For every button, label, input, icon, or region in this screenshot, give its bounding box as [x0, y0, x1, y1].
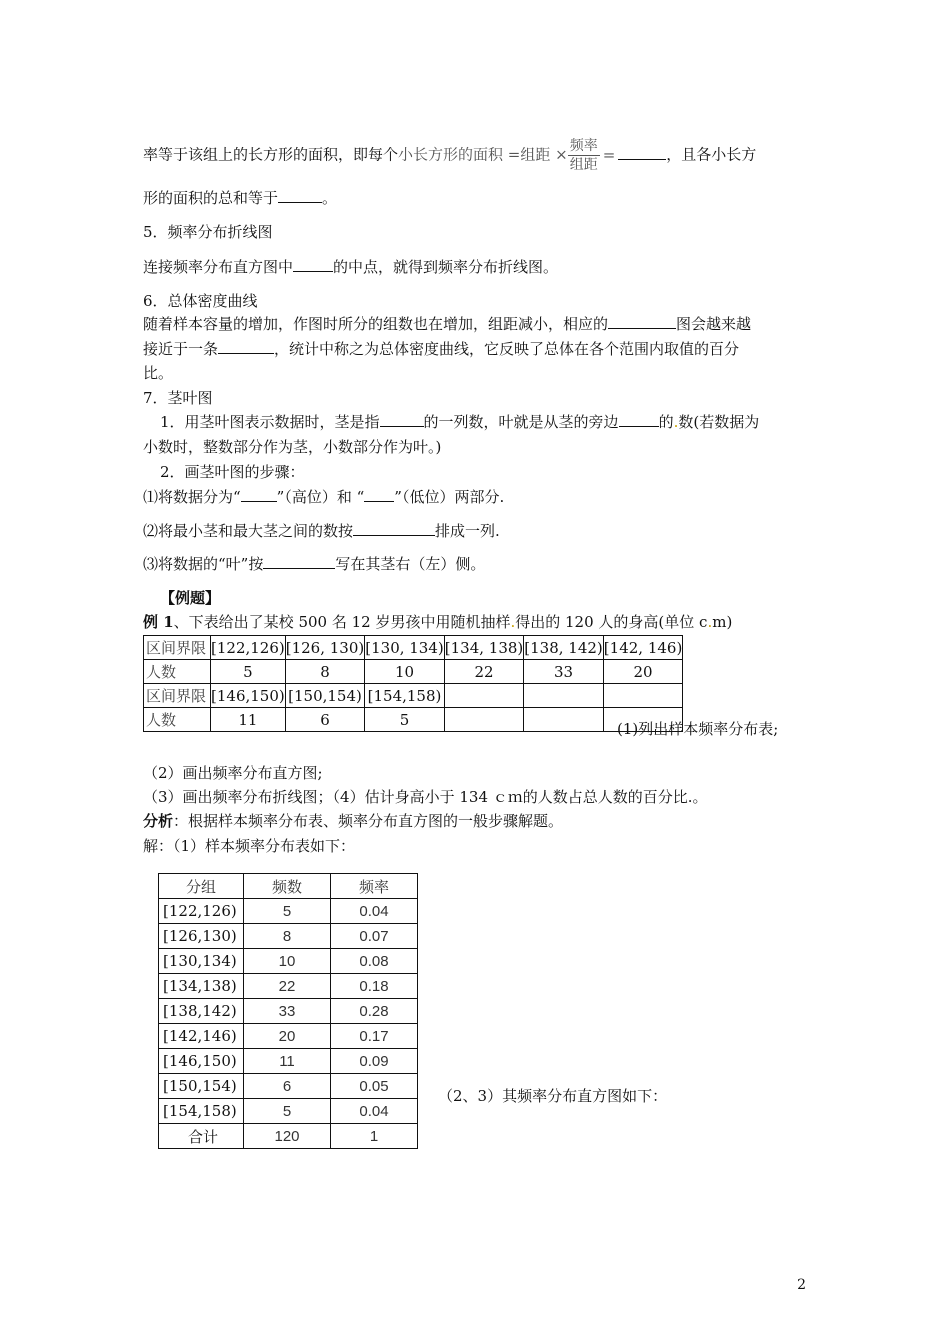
question-3-end: 。 [692, 788, 708, 806]
sec7-title: 7．茎叶图 [143, 389, 213, 407]
sec6-text-c: 接近于一条 [143, 340, 219, 358]
sec6-line3: 比。 [143, 364, 174, 382]
sec6-title: 6．总体密度曲线 [143, 292, 258, 310]
table-cell: [122,126) [211, 636, 286, 660]
table-row [159, 899, 418, 924]
analysis-text: ：根据样本频率分布表、频率分布直方图的一般步骤解题。 [173, 812, 564, 830]
table-row [159, 974, 418, 999]
step1-b: ”（高位）和 “ [276, 488, 365, 506]
fraction-numerator: 频率 [569, 138, 598, 154]
table-cell: 33 [244, 999, 331, 1024]
para4-line1 [143, 137, 756, 174]
blank [380, 412, 424, 427]
table-row [159, 949, 418, 974]
table-cell: [146,150) [211, 684, 286, 708]
table-cell: 1 [331, 1124, 418, 1149]
sec7-step1 [143, 486, 504, 508]
table-cell: 10 [244, 949, 331, 974]
step2-b: 排成一列. [435, 522, 500, 540]
analysis [143, 810, 563, 832]
after-table-text: （2、3）其频率分布直方图如下： [438, 1087, 668, 1105]
example-intro [143, 611, 732, 633]
example-heading: 【例题】 [160, 589, 221, 607]
table-header-cell: 频率 [331, 874, 418, 899]
table-cell: [142, 146) [603, 636, 683, 660]
table-cell [444, 708, 524, 732]
table-row [144, 684, 683, 708]
sec7-p2: 2．画茎叶图的步骤： [160, 463, 305, 481]
sec6-text-a: 随着样本容量的增加，作图时所分的组数也在增加，组距减小，相应的 [143, 315, 609, 333]
table-row [159, 1024, 418, 1049]
table-cell: 6 [244, 1074, 331, 1099]
table-cell: 33 [524, 660, 604, 684]
table-cell: 5 [244, 899, 331, 924]
dot-mark: . [673, 413, 679, 431]
blank [278, 188, 322, 203]
table-cell: 0.08 [331, 949, 418, 974]
sec6-line1 [143, 313, 751, 335]
table-cell: 11 [211, 708, 286, 732]
period: 。 [322, 189, 338, 207]
table-cell: [154,158) [159, 1099, 244, 1124]
table-cell: [154,158) [365, 684, 445, 708]
blank [241, 487, 277, 502]
blank [364, 487, 394, 502]
fraction-denominator: 组距 [569, 157, 598, 173]
table-cell: 20 [244, 1024, 331, 1049]
table-cell: [126, 130) [285, 636, 365, 660]
table-cell: 区间界限 [144, 636, 211, 660]
sec7-p1-cont: 小数时，整数部分作为茎，小数部分作为叶。) [143, 438, 442, 456]
sec7-p1-d: 数(若数据为 [678, 413, 760, 431]
table-cell: 8 [285, 660, 365, 684]
table-header-cell: 分组 [159, 874, 244, 899]
blank [608, 314, 676, 329]
table-row [144, 708, 683, 732]
sec5-text-b: 的中点，就得到频率分布折线图。 [333, 258, 559, 276]
step3-b: 写在其茎右（左）侧。 [335, 555, 486, 573]
sec7-p1-b: 的一列数，叶就是从茎的旁边 [423, 413, 619, 431]
para4-line2-text: 形的面积的总和等于 [143, 189, 279, 207]
equals-sign: = [602, 145, 616, 164]
table-cell: 5 [365, 708, 445, 732]
table-row [144, 660, 683, 684]
example-label: 例 1 [143, 613, 174, 631]
table-cell: 0.04 [331, 1099, 418, 1124]
sec6-text-b: 图会越来越 [676, 315, 752, 333]
table-cell: 8 [244, 924, 331, 949]
table-cell: [134, 138) [444, 636, 524, 660]
step1-c: ”（低位）两部分. [394, 488, 505, 506]
question-3-text: （3）画出频率分布折线图；（4）估计身高小于 134 ｃｍ的人数占总人数的百分比. [143, 788, 693, 806]
table-cell: 人数 [144, 708, 211, 732]
sec5-title: 5．频率分布折线图 [143, 223, 273, 241]
fraction [568, 137, 600, 174]
table-row [159, 1124, 418, 1149]
step1-a: ⑴将数据分为“ [143, 488, 241, 506]
table-cell: 人数 [144, 660, 211, 684]
question-2: （2）画出频率分布直方图; [143, 764, 323, 782]
table-cell: 120 [244, 1124, 331, 1149]
table-cell: 6 [285, 708, 365, 732]
table-cell: 0.18 [331, 974, 418, 999]
table-cell: [130,134) [159, 949, 244, 974]
table-row [159, 1074, 418, 1099]
dot-mark: . [707, 613, 713, 631]
example-intro-b: 得出的 120 人的身高(单位 c [515, 613, 708, 631]
table-row [159, 924, 418, 949]
table-cell: [126,130) [159, 924, 244, 949]
table-cell: 0.17 [331, 1024, 418, 1049]
table-cell: 22 [444, 660, 524, 684]
analysis-label: 分析 [143, 812, 174, 830]
para4-line2 [143, 187, 337, 209]
table-cell: 5 [244, 1099, 331, 1124]
dot-mark: . [510, 613, 516, 631]
formula-text: 小长方形的面积 =组距 × [398, 145, 568, 164]
table-cell: 0.28 [331, 999, 418, 1024]
table-header-row [159, 874, 418, 899]
step3-a: ⑶将数据的“叶”按 [143, 555, 264, 573]
table-cell: 10 [365, 660, 445, 684]
sec7-p1 [160, 411, 759, 433]
table-cell: [138, 142) [524, 636, 604, 660]
table-cell: [142,146) [159, 1024, 244, 1049]
sec6-text-d: ，统计中称之为总体密度曲线，它反映了总体在各个范围内取值的百分 [274, 340, 740, 358]
table-row [159, 1099, 418, 1124]
table-header-cell: 频数 [244, 874, 331, 899]
blank [218, 339, 274, 354]
table-cell: 区间界限 [144, 684, 211, 708]
blank [618, 145, 666, 160]
table-cell [524, 684, 604, 708]
sec7-step3 [143, 553, 485, 575]
table-cell: [138,142) [159, 999, 244, 1024]
sec7-p1-c: 的 [658, 413, 674, 431]
table-cell: 0.05 [331, 1074, 418, 1099]
blank [263, 554, 335, 569]
blank [353, 521, 435, 536]
frequency-table [158, 873, 418, 1149]
table-cell: [146,150) [159, 1049, 244, 1074]
example-intro-a: 、下表给出了某校 500 名 12 岁男孩中用随机抽样 [173, 613, 511, 631]
table-cell: [130, 134) [365, 636, 445, 660]
table-cell: 0.04 [331, 899, 418, 924]
table-cell: 22 [244, 974, 331, 999]
table-cell: 20 [603, 660, 683, 684]
step2-a: ⑵将最小茎和最大茎之间的数按 [143, 522, 354, 540]
table-row [159, 1049, 418, 1074]
table-cell: 0.07 [331, 924, 418, 949]
para4-text-end: ，且各小长方 [666, 145, 757, 164]
sec7-step2 [143, 520, 500, 542]
solution-line: 解：（1）样本频率分布表如下： [143, 837, 356, 855]
question-1: (1)列出样本频率分布表; [617, 720, 779, 738]
sec5-text-a: 连接频率分布直方图中 [143, 258, 294, 276]
table-cell: 0.09 [331, 1049, 418, 1074]
question-3 [143, 786, 708, 808]
blank [619, 412, 659, 427]
table-cell: [150,154) [159, 1074, 244, 1099]
sec7-p1-a: 1．用茎叶图表示数据时，茎是指 [160, 413, 380, 431]
blank [293, 257, 333, 272]
page-number: 2 [797, 1277, 806, 1293]
table-cell: 11 [244, 1049, 331, 1074]
table-cell: [150,154) [285, 684, 365, 708]
table-cell: [122,126) [159, 899, 244, 924]
table-cell: 合计 [159, 1124, 244, 1149]
table-cell: [134,138) [159, 974, 244, 999]
table-cell: 5 [211, 660, 286, 684]
table-cell [524, 708, 604, 732]
sec5-text [143, 256, 558, 278]
example-intro-c: m) [712, 613, 733, 631]
sec6-line2 [143, 338, 739, 360]
example-table [143, 635, 683, 732]
table-row [159, 999, 418, 1024]
table-cell [603, 684, 683, 708]
table-cell [444, 684, 524, 708]
para4-text: 率等于该组上的长方形的面积，即每个 [143, 145, 399, 164]
table-row [144, 636, 683, 660]
